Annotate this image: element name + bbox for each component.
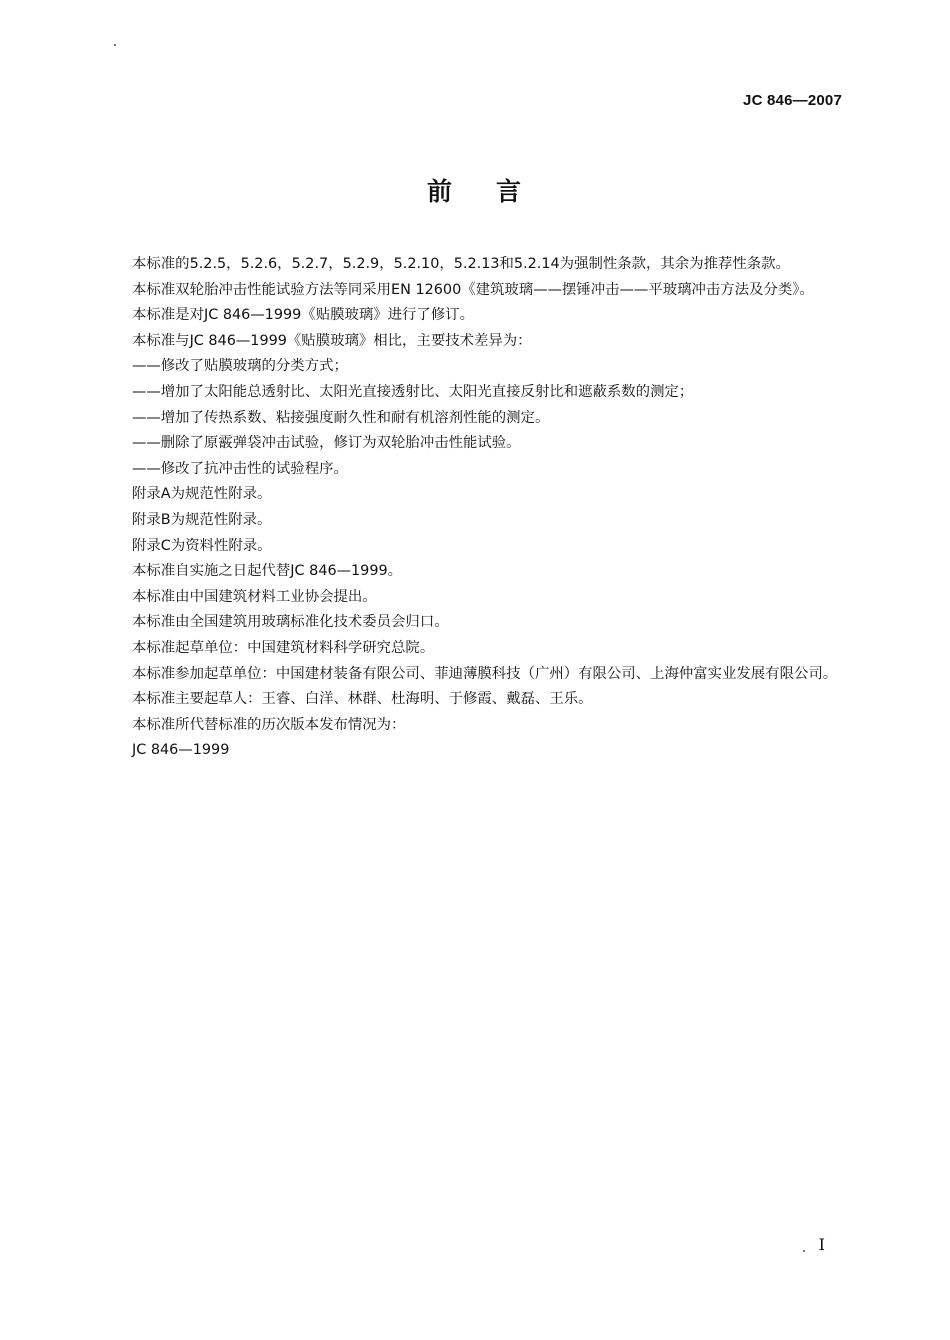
- scan-speck: [803, 1250, 805, 1252]
- foreword-body: [98, 252, 844, 764]
- title-part-1: 前: [426, 177, 454, 206]
- paragraph-participating-units: 本标准参加起草单位：中国建材装备有限公司、菲迪薄膜科技（广州）有限公司、上海仲富实业发展有限公司。: [132, 665, 838, 682]
- difference-item: ——增加了太阳能总透射比、太阳光直接透射比、太阳光直接反射比和遮蔽系数的测定；: [132, 383, 694, 400]
- appendix-note: 附录C为资料性附录。: [132, 537, 272, 554]
- paragraph-test-method: 本标准双轮胎冲击性能试验方法等同采用EN 12600《建筑玻璃——摆锤冲击——平玻璃冲击方法及分类》。: [132, 281, 814, 298]
- paragraph-drafting-unit: 本标准起草单位：中国建筑材料科学研究总院。: [132, 639, 435, 656]
- paragraph-differences-intro: 本标准与JC 846—1999《贴膜玻璃》相比，主要技术差异为：: [132, 332, 532, 349]
- difference-item: ——删除了原霰弹袋冲击试验，修订为双轮胎冲击性能试验。: [132, 435, 521, 452]
- difference-item: ——增加了传热系数、粘接强度耐久性和耐有机溶剂性能的测定。: [132, 409, 550, 426]
- difference-item: ——修改了贴膜玻璃的分类方式；: [132, 358, 348, 375]
- paragraph-proposed-by: 本标准由中国建筑材料工业协会提出。: [132, 588, 377, 605]
- page-number: I: [818, 1235, 825, 1254]
- paragraph-replaces: 本标准自实施之日起代替JC 846—1999。: [132, 563, 403, 580]
- paragraph-revision: 本标准是对JC 846—1999《贴膜玻璃》进行了修订。: [132, 307, 474, 324]
- page-title: [0, 172, 950, 208]
- paragraph-drafters: 本标准主要起草人：王睿、白洋、林群、杜海明、于修霞、戴磊、王乐。: [132, 691, 593, 708]
- difference-item: ——修改了抗冲击性的试验程序。: [132, 460, 348, 477]
- paragraph-mandatory-clauses: 本标准的5.2.5，5.2.6，5.2.7，5.2.9，5.2.10，5.2.13和5.2.14为强制性条款，其余为推荐性条款。: [132, 256, 790, 272]
- standard-code: JC 846—2007: [743, 92, 842, 109]
- appendix-note: 附录B为规范性附录。: [132, 511, 272, 528]
- appendix-note: 附录A为规范性附录。: [132, 486, 272, 503]
- previous-version: JC 846—1999: [132, 742, 230, 759]
- title-part-2: 言: [496, 177, 524, 206]
- scan-speck: [114, 44, 116, 46]
- paragraph-version-history: 本标准所代替标准的历次版本发布情况为：: [132, 716, 406, 733]
- paragraph-centralized-by: 本标准由全国建筑用玻璃标准化技术委员会归口。: [132, 614, 449, 631]
